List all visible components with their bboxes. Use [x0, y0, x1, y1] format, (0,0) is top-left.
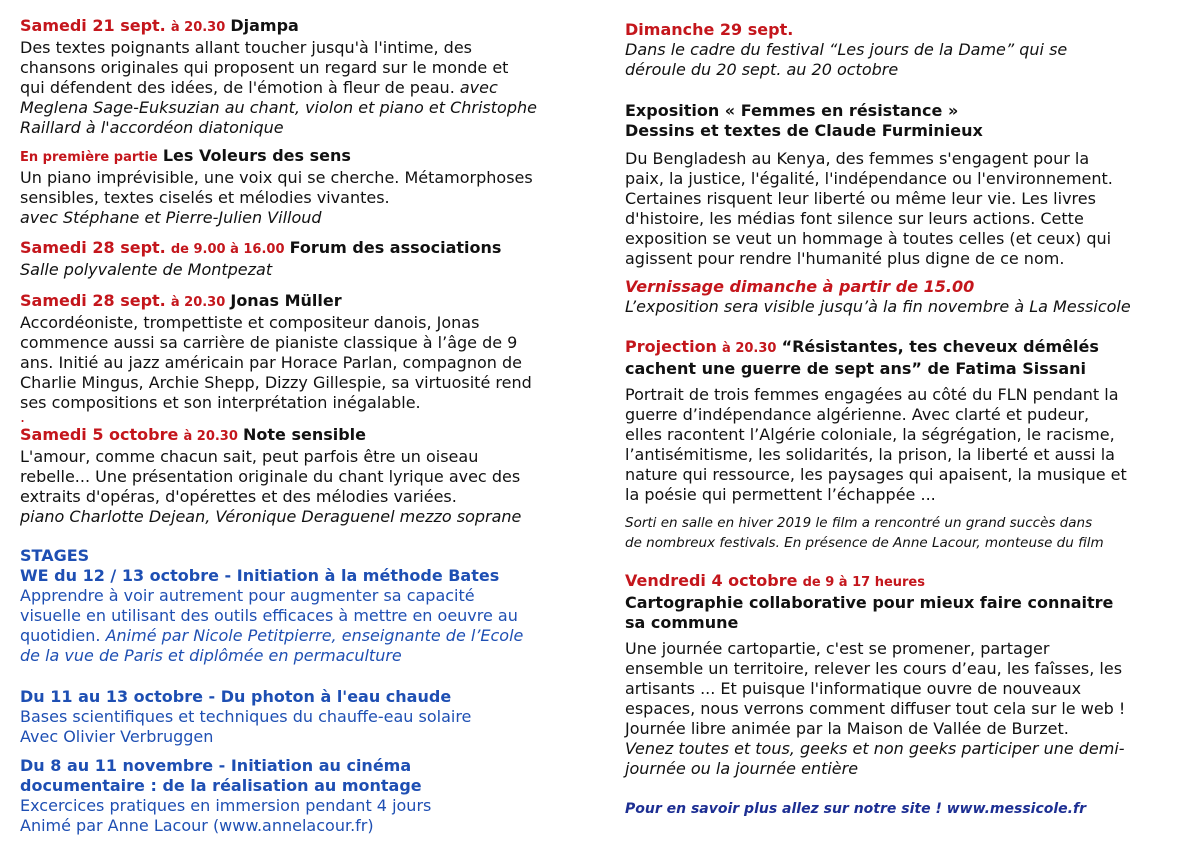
event-desc-line: déroule du 20 sept. au 20 octobre — [625, 60, 899, 79]
projection-note — [625, 513, 1200, 553]
event-label: Projection — [625, 337, 717, 356]
event-desc-line: la poésie qui permettent l’échappée ... — [625, 485, 936, 504]
expo-visible-line: L’exposition sera visible jusqu’à la fin novembre à La Messicole — [625, 297, 1131, 316]
expo-description — [625, 149, 1200, 269]
event-desc-line: commence aussi sa carrière de pianiste classique à l’âge de 9 — [20, 333, 518, 352]
event-desc-line: Du Bengladesh au Kenya, des femmes s'engagent pour la — [625, 149, 1090, 168]
event-desc-line: espaces, nous verrons comment diffuser tout cela sur le web ! — [625, 699, 1126, 718]
event-credit-line: Raillard à l'accordéon diatonique — [20, 118, 284, 137]
event-title-line: Exposition « Femmes en résistance » — [625, 101, 959, 120]
event-desc-line: l’antisémitisme, les solidarités, la prison, la liberté et aussi la — [625, 445, 1115, 464]
event-title: Note sensible — [242, 425, 366, 444]
event-desc-line: paix, la justice, l'égalité, l'indépendance ou l'environnement. — [625, 169, 1113, 188]
website-link[interactable]: Pour en savoir plus allez sur notre site ! www.messicole.fr — [625, 801, 1086, 817]
vendredi-description — [625, 639, 1200, 779]
stage-title: WE du 12 / 13 octobre - Initiation à la méthode Bates — [20, 566, 500, 585]
event-dimanche — [625, 20, 1200, 80]
stage-desc-line: visuelle en utilisant des outils efficaces à mettre en oeuvre au — [20, 606, 518, 625]
event-title-line: sa commune — [625, 613, 739, 632]
event-time: à 20.30 — [170, 295, 226, 310]
vernissage-line: Vernissage dimanche à partir de 15.00 — [625, 277, 975, 296]
event-italic-line: journée ou la journée entière — [625, 759, 859, 778]
stage-desc-line: Avec Olivier Verbruggen — [20, 727, 214, 746]
event-desc-line: elles racontent l’Algérie coloniale, la ségrégation, le racisme, — [625, 425, 1115, 444]
event-desc-line: Un piano imprévisible, une voix qui se cherche. Métamorphoses — [20, 168, 533, 187]
event-voleurs — [20, 146, 605, 228]
event-credit-line: piano Charlotte Dejean, Véronique Deraguenel mezzo soprane — [20, 507, 522, 526]
event-place: Salle polyvalente de Montpezat — [20, 260, 273, 279]
event-title: Djampa — [230, 16, 299, 35]
event-time: de 9.00 à 16.00 — [170, 242, 285, 257]
event-desc-line: Journée libre animée par la Maison de Vallée de Burzet. — [625, 719, 1069, 738]
event-desc-line: Une journée cartopartie, c'est se promener, partager — [625, 639, 1050, 658]
event-desc-line: agissent pour rendre l'humanité plus digne de ce nom. — [625, 249, 1065, 268]
event-title: “Résistantes, tes cheveux démêlés — [781, 337, 1099, 356]
event-desc-line: L'amour, comme chacun sait, peut parfois être un oiseau — [20, 447, 479, 466]
event-desc-line: Portrait de trois femmes engagées au côté du FLN pendant la — [625, 385, 1119, 404]
event-djampa — [20, 16, 605, 138]
event-title-line: cachent une guerre de sept ans” de Fatima Sissani — [625, 359, 1086, 378]
projection-description — [625, 385, 1200, 505]
event-desc-line: ses compositions et son interprétation inégalable. — [20, 393, 421, 412]
event-exposition — [625, 101, 1200, 141]
event-prefix: En première partie — [20, 150, 158, 165]
event-desc-line: extraits d'opéras, d'opérettes et des mélodies variées. — [20, 487, 457, 506]
stage-desc-line: Apprendre à voir autrement pour augmenter sa capacité — [20, 586, 475, 605]
event-desc-line: Certaines risquent leur liberté ou même leur vie. Les livres — [625, 189, 1096, 208]
stage-title-line: documentaire : de la réalisation au montage — [20, 776, 422, 795]
event-credit-prefix: avec — [459, 78, 498, 97]
event-title-line: Dessins et textes de Claude Furminieux — [625, 121, 983, 140]
event-desc-line: ans. Initié au jazz américain par Horace Parlan, compagnon de — [20, 353, 522, 372]
event-desc-line: Charlie Mingus, Archie Shepp, Dizzy Gillespie, sa virtuosité rend — [20, 373, 532, 392]
stages-heading: STAGES — [20, 546, 90, 565]
event-time: à 20.30 — [183, 429, 238, 444]
event-note-sensible — [20, 425, 605, 527]
event-note-line: de nombreux festivals. En présence de Anne Lacour, monteuse du film — [625, 535, 1104, 551]
event-projection — [625, 337, 1200, 379]
event-desc-line: Dans le cadre du festival “Les jours de la Dame” qui se — [625, 40, 1068, 59]
stage-desc-line: quotidien. — [20, 626, 101, 645]
event-desc-line: sensibles, textes ciselés et mélodies vivantes. — [20, 188, 390, 207]
event-time: à 20.30 — [170, 20, 226, 35]
event-date: Dimanche 29 sept. — [625, 20, 794, 39]
event-desc-line: d'histoire, les médias font silence sur leurs actions. Cette — [625, 209, 1084, 228]
event-time: de 9 à 17 heures — [802, 575, 925, 590]
event-desc-line: rebelle... Une présentation originale du chant lyrique avec des — [20, 467, 521, 486]
stray-mark: . — [20, 407, 26, 426]
event-desc-line: exposition se veut un hommage à toutes celles (et ceux) qui — [625, 229, 1112, 248]
event-date: Samedi 21 sept. — [20, 16, 166, 35]
event-credit-line: avec Stéphane et Pierre-Julien Villoud — [20, 208, 322, 227]
event-desc-line: chansons originales qui proposent un regard sur le monde et — [20, 58, 509, 77]
stage-desc-line: Excercices pratiques en immersion pendant 4 jours — [20, 796, 432, 815]
event-title-line: Cartographie collaborative pour mieux faire connaitre — [625, 593, 1114, 612]
event-jonas — [20, 291, 605, 426]
event-desc-line: Accordéoniste, trompettiste et compositeur danois, Jonas — [20, 313, 480, 332]
event-date: Samedi 28 sept. — [20, 291, 166, 310]
event-credit-line: Meglena Sage-Euksuzian au chant, violon et piano et Christophe — [20, 98, 537, 117]
event-date: Samedi 5 octobre — [20, 425, 179, 444]
event-date: Samedi 28 sept. — [20, 238, 166, 257]
event-vendredi — [625, 571, 1200, 633]
stage-credit: Animé par Nicole Petitpierre, enseignante de l’Ecole — [105, 626, 524, 645]
event-italic-line: Venez toutes et tous, geeks et non geeks participer une demi- — [625, 739, 1125, 758]
stage-title-line: Du 8 au 11 novembre - Initiation au cinéma — [20, 756, 412, 775]
event-desc-line: Des textes poignants allant toucher jusqu'à l'intime, des — [20, 38, 472, 57]
event-date: Vendredi 4 octobre — [625, 571, 798, 590]
stage-title: Du 11 au 13 octobre - Du photon à l'eau chaude — [20, 687, 452, 706]
event-title: Forum des associations — [289, 238, 502, 257]
stage-desc-line: Animé par Anne Lacour (www.annelacour.fr) — [20, 816, 374, 835]
expo-vernissage — [625, 277, 1200, 317]
event-desc-line: nature qui ressource, les paysages qui apaisent, la musique et — [625, 465, 1127, 484]
event-desc-line: guerre d’indépendance algérienne. Avec clarté et pudeur, — [625, 405, 1090, 424]
event-desc-line: qui défendent des idées, de l'émotion à fleur de peau. — [20, 78, 455, 97]
footer — [625, 799, 1200, 819]
stages-section — [20, 546, 605, 666]
event-desc-line: artisants ... Et puisque l'informatique ouvre de nouveaux — [625, 679, 1082, 698]
event-time: à 20.30 — [722, 341, 777, 356]
event-forum — [20, 238, 605, 280]
event-desc-line: ensemble un territoire, relever les cours d’eau, les faîsses, les — [625, 659, 1123, 678]
stage-desc-line: Bases scientifiques et techniques du chauffe-eau solaire — [20, 707, 472, 726]
event-title: Jonas Müller — [230, 291, 342, 310]
stage-credit-line: de la vue de Paris et diplômée en permaculture — [20, 646, 402, 665]
stage-photon — [20, 687, 605, 747]
stage-cinema — [20, 756, 605, 836]
event-note-line: Sorti en salle en hiver 2019 le film a rencontré un grand succès dans — [625, 515, 1093, 531]
event-title: Les Voleurs des sens — [162, 146, 351, 165]
